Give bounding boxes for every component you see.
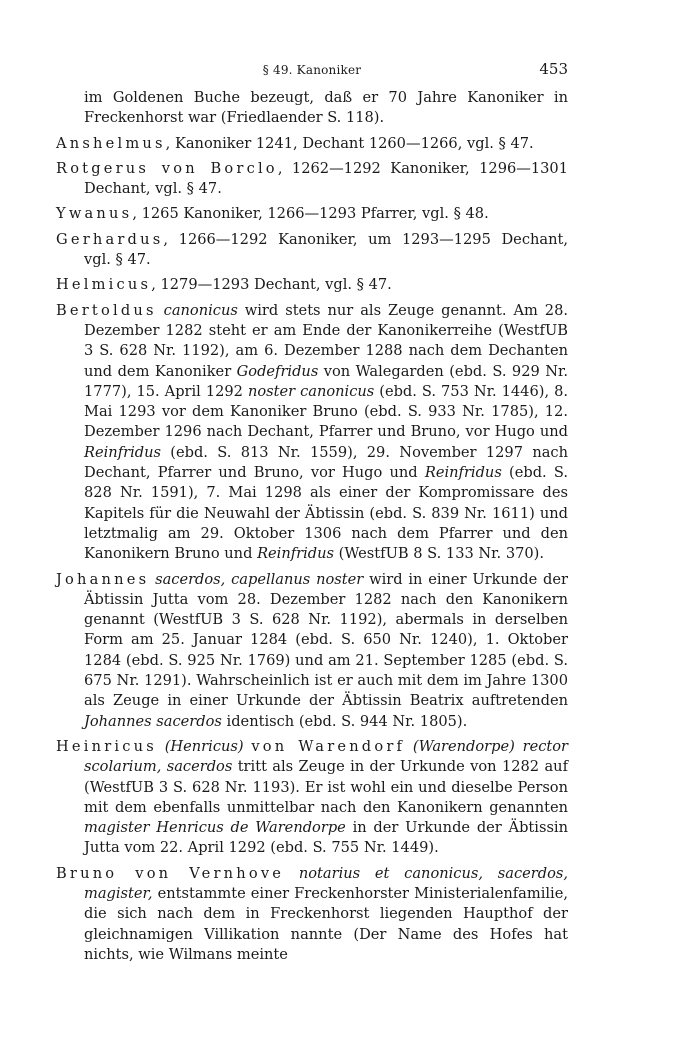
page-header	[56, 60, 568, 80]
entry-name: Ywanus	[56, 205, 133, 223]
entry-anshelmus: Anshelmus, Kanoniker 1241, Dechant 1260—1266, vgl. § 47.	[56, 134, 534, 152]
entry-name: von Warendorf	[251, 737, 406, 755]
entry-continuation: im Goldenen Buche bezeugt, daß er 70 Jahre Kanoniker in Freckenhorst war (Friedlaender S. 118).	[84, 89, 568, 127]
entry-name: Bertoldus	[56, 301, 157, 319]
entry-name: Rotgerus von Borclo	[56, 159, 278, 177]
running-head: § 49. Kanoniker	[262, 63, 362, 77]
entry-bertoldus: Bertoldus canonicus wird stets nur als Zeuge genannt. Am 28. Dezember 1282 steht er am Ende der Kanonikerreihe (WestfUB 3 S. 628 Nr. 1192), am 6. Dezember 1288 nach dem Dechanten und dem Kanoniker Godefridus von Walegarden (ebd. S. 929 Nr. 1777), 15. April 1292 noster canonicus (ebd. S. 753 Nr. 1446), 8. Mai 1293 vor dem Kanoniker Bruno (ebd. S. 933 Nr. 1785), 12. Dezember 1296 nach Dechant, Pfarrer und Bruno, vor Hugo und Reinfridus (ebd. S. 813 Nr. 1559), 29. November 1297 nach Dechant, Pfarrer und Bruno, vor Hugo und Reinfridus (ebd. S. 828 Nr. 1591), 7. Mai 1298 als einer der Kompromissare des Kapitels für die Neuwahl der Äbtissin (ebd. S. 839 Nr. 1611) und letztmalig am 29. Oktober 1306 nach dem Pfarrer und den Kanonikern Bruno und Reinfridus (WestfUB 8 S. 133 Nr. 370).	[56, 301, 568, 563]
entry-rotgerus: Rotgerus von Borclo, 1262—1292 Kanoniker, 1296—1301 Dechant, vgl. § 47.	[56, 159, 569, 198]
entry-gerhardus: Gerhardus, 1266—1292 Kanoniker, um 1293—1295 Dechant, vgl. § 47.	[56, 230, 568, 269]
entry-ywanus: Ywanus, 1265 Kanoniker, 1266—1293 Pfarrer, vgl. § 48.	[56, 205, 489, 223]
entry-name: Bruno von Vernhove	[56, 864, 285, 882]
entry-name: Heinricus	[56, 737, 157, 755]
entry-bruno: Bruno von Vernhove notarius et canonicus, sacerdos, magister, entstammte einer Freckenhorster Ministerialenfamilie, die sich nach dem in Freckenhorst liegenden Haupthof der gleichnamigen Villikation nannte (Der Name des Hofes hat nichts, wie Wilmans meinte	[56, 864, 568, 963]
entry-heinricus: Heinricus (Henricus) von Warendorf (Warendorpe) rector scolarium, sacerdos tritt als Zeuge in der Urkunde von 1282 auf (WestfUB 3 S. 628 Nr. 1193). Er ist wohl ein und dieselbe Person mit dem ebenfalls unmittelbar nach den Kanonikern genannten magister Henricus de Warendorpe in der Urkunde der Äbtissin Jutta vom 22. April 1292 (ebd. S. 755 Nr. 1449).	[56, 737, 569, 857]
entry-helmicus: Helmicus, 1279—1293 Dechant, vgl. § 47.	[56, 276, 392, 294]
entry-name: Gerhardus	[56, 230, 164, 248]
entry-johannes: Johannes sacerdos, capellanus noster wird in einer Urkunde der Äbtissin Jutta vom 28. Dezember 1282 nach den Kanonikern genannt (WestfUB 3 S. 628 Nr. 1192), abermals in derselben Form am 25. Januar 1284 (ebd. S. 650 Nr. 1240), 1. Oktober 1284 (ebd. S. 925 Nr. 1769) und am 21. September 1285 (ebd. S. 675 Nr. 1291). Wahrscheinlich ist er auch mit dem im Jahre 1300 als Zeuge in einer Urkunde der Äbtissin Beatrix auftretenden Johannes sacerdos identisch (ebd. S. 944 Nr. 1805).	[56, 570, 569, 730]
entry-name: Helmicus	[56, 276, 152, 294]
page-number: 453	[539, 60, 568, 78]
entry-name: Johannes	[56, 570, 150, 588]
document-page	[56, 60, 568, 970]
body-text	[56, 88, 568, 965]
entry-name: Anshelmus	[56, 134, 166, 152]
